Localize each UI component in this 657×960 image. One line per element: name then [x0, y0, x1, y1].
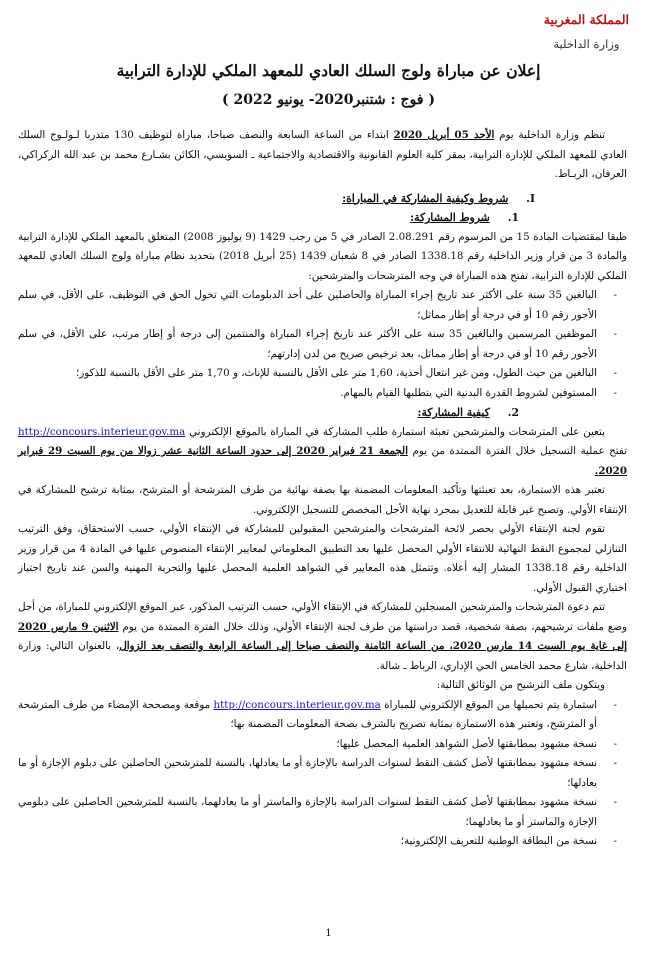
kingdom-name: المملكة المغربية: [543, 12, 629, 27]
invitation-text-a: تتم دعوة المترشحات والمترشحين المسجلين للمشاركة في الإنتقاء الأولي، حسب الترتيب المذكور، عبر الموقع الإلكتروني للمباراة، من أجل وضع ملفات ترشيحهم، بصفة شخصية، قصد دراستها من طرف لجنة الإنتقاء الأولي، وذلك خلال الفترة الممتدة من يوم: [18, 601, 627, 633]
registration-dates: الجمعة 21 فبراير 2020 إلى حدود الساعة الثانية عشر زوالا من يوم السبت 29 فبراير 2020.: [18, 445, 627, 477]
list-item: - نسخة مشهود بمطابقتها لأصل كشف النقط لسنوات الدراسة بالإجازة والماستر أو ما يعادلهما، بالنسبة للمترشحين الحاصلين على دبلومي الإجازة والماستر أو ما يعادلهما؛: [18, 793, 627, 832]
list-item: [18, 696, 627, 735]
intro-text-b: ابتداء من الساعة السابعة والنصف صباحا، مباراة لتوظيف 130 متدربا لـولـوج السلك العادي للمعهد الملكي للإدارة الترابية، بمقر كلية العلوم القانونية والاقتصادية والاجتماعية ـ السويسي، الكائن بشـارع محمد بن عبد الله الركراكي، العرفان، الربـاط.: [18, 129, 627, 180]
invitation-paragraph: [18, 598, 627, 676]
subsection-title: شروط المشاركة:: [410, 211, 490, 224]
doc-text-a: استمارة يتم تحميلها من الموقع الإلكتروني للمباراة: [380, 698, 598, 711]
subsection-number: 2.: [507, 406, 519, 419]
document-body: [18, 126, 627, 852]
list-item: - نسخة من البطاقة الوطنية للتعريف الإلكترونية؛: [18, 832, 627, 852]
registration-text-a: يتعين على المترشحات والمترشحين تعبئة استمارة طلب المشاركة في المباراة بالموقع الإلكتروني: [185, 425, 605, 438]
concours-link[interactable]: http://concours.interieur.gov.ma: [213, 698, 381, 711]
form-paragraph: تعتبر هذه الاستمارة، بعد تعبئتها وتأكيد المعلومات المضمنة بها بصفة نهائية من طرف المترشحة أو المترشح، بمثابة ترشيح للمشاركة في الإنتقاء الأولي. وتصبح غير قابلة للتعديل بمجرد نهاية الأجل المخصص للتسجيل الإلكتروني.: [18, 484, 627, 516]
list-item: - الموظفين المرسمين والبالغين 35 سنة على الأكثر عند تاريخ إجراء المباراة والمنتمين إلى درجة أو إطار مرتب، على الأقل، في سلم الأجور رقم 10 أو في درجة أو إطار مماثل، بعد ترخيص صريح من لدن إدارتهم؛: [18, 325, 627, 364]
conditions-list: [18, 286, 627, 403]
subsection-number: 1.: [507, 211, 519, 224]
exam-date: الأحد 05 أبريل 2020: [393, 129, 495, 141]
ministry-name: وزارة الداخلية: [553, 37, 620, 51]
doc-text-b: موقعة ومصححة الإمضاء من طرف المترشحة أو المترشح، وتعتبر هذه الاستمارة بمثابة تصريح بالشرف بصحة المعلومات المضمنة بها؛: [18, 698, 597, 730]
conditions-paragraph: طبقا لمقتضيات المادة 15 من المرسوم رقم 2.08.291 الصادر في 5 من رجب 1429 (9 يوليوز 2008) المتعلق بالمعهد الملكي للإدارة الترابية والمادة 3 من قرار وزير الداخلية رقم 1338.18 الصادر في 8 شعبان 1439 (25 أبريل 2018) بتحديد نظام مباراة ولوج السلك العادي للمعهد الملكي للإدارة الترابية، تفتح هذه المباراة في وجه المترشحات والمترشحين:: [18, 230, 628, 282]
list-item: - البالغين من حيث الطول، ومن غير انتعال أحذية، 1,60 متر على الأقل بالنسبة للإناث، و 1,70 متر على الأقل بالنسبة للذكور؛: [18, 364, 627, 384]
subsection-heading-1: [18, 208, 627, 228]
announcement-title: إعلان عن مباراة ولوج السلك العادي للمعهد الملكي للإدارة الترابية: [116, 61, 541, 80]
intro-text-a: تنظم وزارة الداخلية يوم: [494, 129, 606, 141]
invitation-text-b: ، بالعنوان التالي: وزارة الداخلية، شارع محمد الخامس الحي الإداري، الرباط ـ شالة.: [18, 640, 627, 672]
section-number: I.: [526, 191, 535, 205]
list-item: - البالغين 35 سنة على الأكثر عند تاريخ إجراء المباراة والحاصلين على أحد الدبلومات التي تخول الحق في التوظيف، على الأقل، في سلم الأجور رقم 10 أو في درجة أو إطار مماثل؛: [18, 286, 627, 325]
subsection-title: كيفية المشاركة:: [417, 406, 490, 419]
announcement-subtitle: ( فوج : شتنبر2020- يونيو 2022 ): [222, 92, 435, 108]
selection-paragraph: تقوم لجنة الإنتقاء الأولي بحصر لائحة المترشحات والمترشحين المقبولين للمشاركة في الإنتقاء الأولي، حسب الاستحقاق، وفق الترتيب التنازلي لمجموع النقط النهائية للانتقاء الأولي المحصل عليها بعد التطبيق المعلوماتي لمعايير الإنتقاء المنصوص عليها في المادة 4 من قرار وزير الداخلية رقم 1338.18 المشار إليه أعلاه. وتتمثل هذه المعايير في الشواهد العلمية المحصل عليها والتجربة المهنية والسن عند تاريخ اجتياز اختباري القبول الأولي.: [18, 523, 628, 594]
list-item: - نسخة مشهود بمطابقتها لأصل الشواهد العلمية المحصل عليها؛: [18, 735, 627, 755]
intro-paragraph: [18, 126, 627, 185]
subsection-heading-2: [18, 403, 627, 423]
section-title: شروط وكيفية المشاركة في المباراة:: [342, 191, 509, 205]
documents-intro: ويتكون ملف الترشيح من الوثائق التالية:: [436, 679, 605, 691]
concours-link[interactable]: http://concours.interieur.gov.ma: [18, 425, 186, 438]
list-item: - نسخة مشهود بمطابقتها لأصل كشف النقط لسنوات الدراسة بالإجازة أو ما يعادلها، بالنسبة للمترشحين الحاصلين على دبلوم الإجازة أو ما يعادلها؛: [18, 754, 627, 793]
registration-text-b: تفتح عملية التسجيل خلال الفترة الممتدة من يوم: [407, 445, 627, 457]
page-number: 1: [325, 928, 332, 939]
section-heading-1: [18, 189, 627, 209]
registration-paragraph: [18, 423, 627, 482]
deposit-dates: الاثنين 9 مارس 2020 إلى غاية يوم السبت 14 مارس 2020، من الساعة الثامنة والنصف صباحا إلى الساعة الرابعة والنصف بعد الزوال: [18, 620, 627, 652]
list-item: - المستوفين لشروط القدرة البدنية التي يتطلبها القيام بالمهام.: [18, 384, 627, 404]
letterhead: [544, 12, 629, 52]
documents-list: [18, 696, 627, 852]
